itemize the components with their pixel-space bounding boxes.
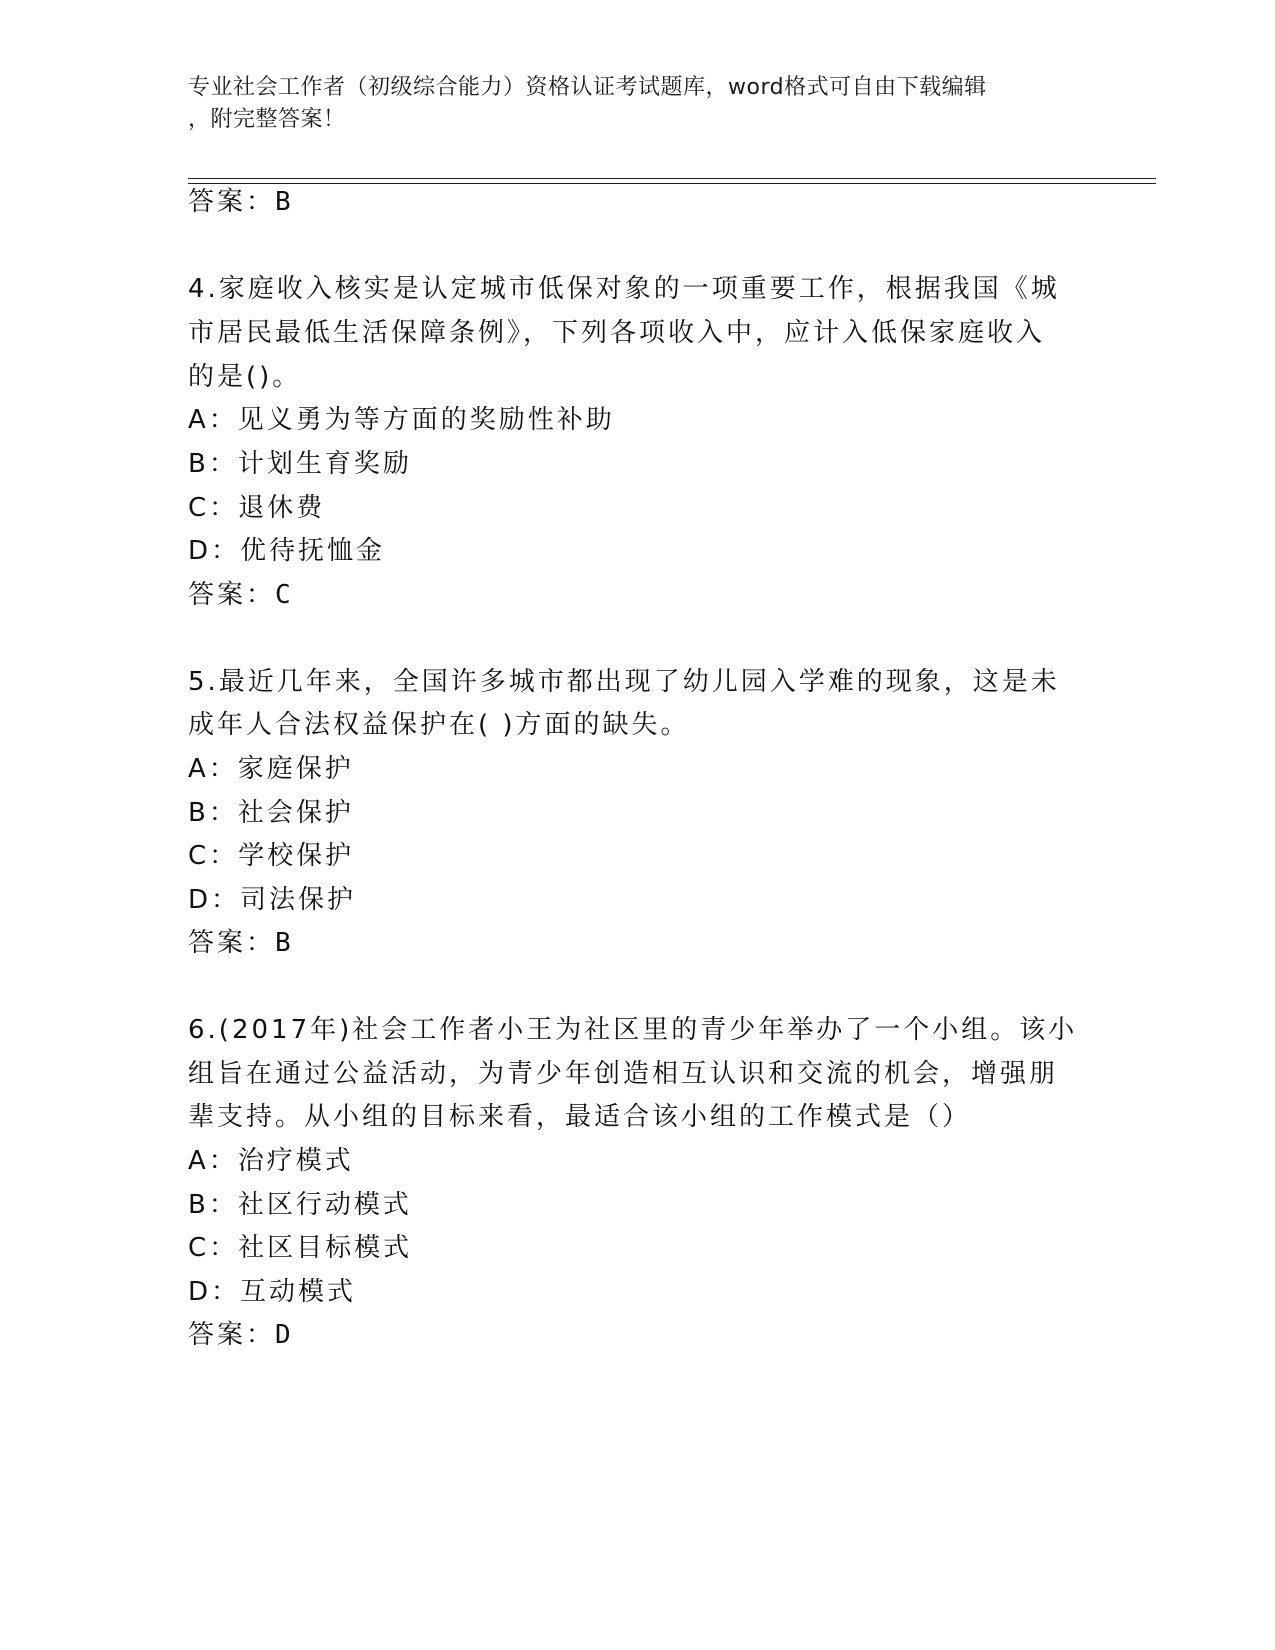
option-d: D：优待抚恤金 [188, 536, 386, 566]
answer-label: 答案： [188, 187, 276, 217]
option-c: C：社区目标模式 [188, 1233, 413, 1263]
answer-value: C [275, 580, 294, 610]
question-stem-line: 组旨在通过公益活动，为青少年创造相互认识和交流的机会，增强朋 [188, 1059, 1059, 1089]
answer-value: B [275, 187, 294, 217]
answer-label: 答案： [188, 580, 276, 610]
question-answer [188, 578, 294, 612]
option-a: A：家庭保护 [188, 754, 354, 784]
header-divider-bottom [188, 183, 1156, 184]
option-b: B：社会保护 [188, 798, 354, 828]
answer-value: B [275, 928, 294, 958]
question-stem-line: 辈支持。从小组的目标来看，最适合该小组的工作模式是（） [188, 1102, 972, 1132]
option-c: C：学校保护 [188, 841, 355, 871]
option-d: D：互动模式 [188, 1277, 357, 1307]
option-b: B：社区行动模式 [188, 1190, 412, 1220]
question-stem-line: 成年人合法权益保护在( )方面的缺失。 [188, 710, 690, 740]
question-answer [188, 1318, 294, 1352]
question-stem-line: 市居民最低生活保障条例》，下列各项收入中，应计入低保家庭收入 [188, 318, 1046, 348]
option-c: C：退休费 [188, 493, 326, 523]
previous-answer [188, 185, 294, 219]
answer-label: 答案： [188, 1320, 276, 1350]
option-a: A：见义勇为等方面的奖励性补助 [188, 405, 615, 435]
option-b: B：计划生育奖励 [188, 449, 412, 479]
option-d: D：司法保护 [188, 885, 357, 915]
document-header [188, 72, 1068, 136]
question-stem-line: 的是()。 [188, 362, 302, 392]
option-a: A：治疗模式 [188, 1146, 354, 1176]
question-stem-line: 5.最近几年来，全国许多城市都出现了幼儿园入学难的现象，这是未 [188, 667, 1060, 697]
answer-value: D [275, 1320, 294, 1350]
header-line-1: 专业社会工作者（初级综合能力）资格认证考试题库，word格式可自由下载编辑 [188, 75, 987, 100]
header-line-2: ，附完整答案！ [188, 107, 346, 132]
question-stem-line: 4.家庭收入核实是认定城市低保对象的一项重要工作，根据我国《城 [188, 274, 1060, 304]
header-divider-top [188, 178, 1156, 179]
question-answer [188, 926, 294, 960]
question-stem-line: 6.(2017年)社会工作者小王为社区里的青少年举办了一个小组。该小 [188, 1015, 1078, 1045]
answer-label: 答案： [188, 928, 276, 958]
